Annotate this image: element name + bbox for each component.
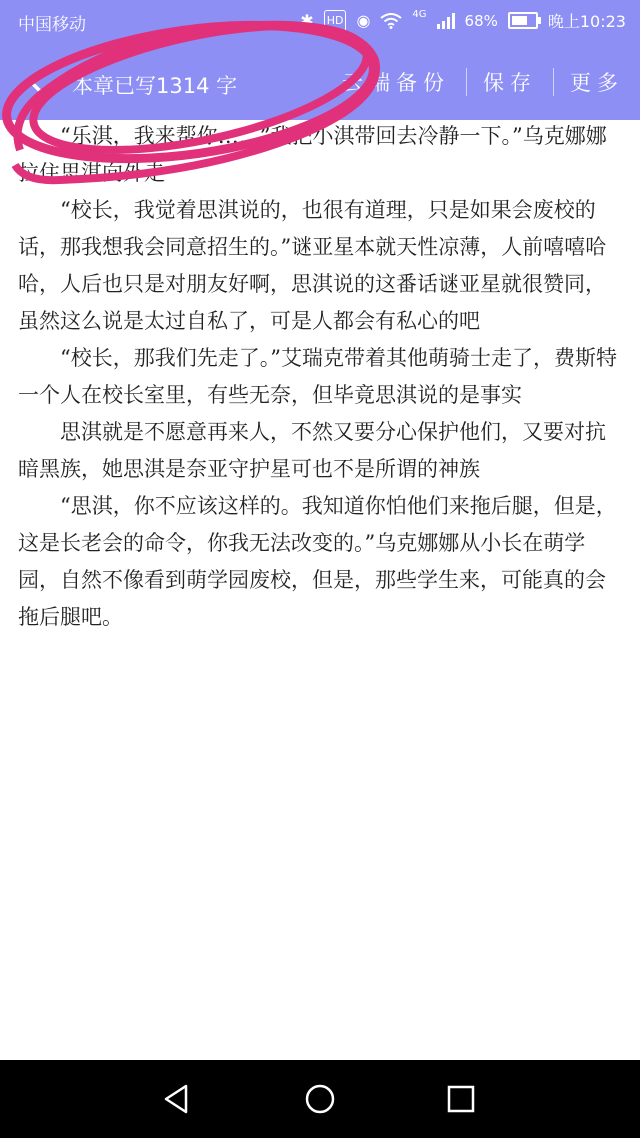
back-button[interactable] [18,62,54,102]
chapter-editor[interactable] [18,118,624,636]
wifi-icon [380,13,402,29]
more-button[interactable]: 更多 [570,71,624,95]
paragraph: “校长，我觉着思淇说的，也很有道理，只是如果会废校的话，那我想我会同意招生的。”谜亚星本就天性凉薄，人前嘻嘻哈哈，人后也只是对朋友好啊，思淇说的这番话谜亚星就很赞同，虽然这么说是太过自私了，可是人都会有私心的吧 [18,198,607,333]
toolbar-actions [326,62,640,102]
cloud-backup-button[interactable]: 云端备份 [342,71,450,95]
system-nav-bar [0,1060,640,1138]
status-bar [0,0,640,44]
battery-percent: 68% [464,11,498,30]
battery-icon [508,12,538,29]
triangle-back-icon[interactable] [160,1082,194,1116]
app-bar [0,44,640,120]
paragraph: “乐淇，我来帮你……”我把小淇带回去冷静一下。”乌克娜娜拉住思淇向外走 [18,124,607,185]
save-button[interactable]: 保存 [483,71,537,95]
paragraph: 思淇就是不愿意再来人，不然又要分心保护他们，又要对抗暗黑族，她思淇是奈亚守护星可也不是所谓的神族 [18,420,606,481]
circle-home-icon[interactable] [303,1082,337,1116]
eye-icon: ◉ [356,10,371,30]
square-recent-icon[interactable] [444,1082,478,1116]
clock: 晚上10:23 [547,12,626,31]
bluetooth-icon: ✱ [300,10,314,30]
paragraph: “思淇，你不应该这样的。我知道你怕他们来拖后腿，但是，这是长老会的命令，你我无法改变的。”乌克娜娜从小长在萌学园，自然不像看到萌学园废校，但是，那些学生来，可能真的会拖后腿吧。 [18,494,617,629]
word-count-title: 本章已写1314 字 [72,74,238,98]
status-icons [300,9,626,32]
signal-type-label: 4G [412,9,427,20]
chevron-left-icon [27,68,45,96]
paragraph: “校长，那我们先走了。”艾瑞克带着其他萌骑士走了，费斯特一个人在校长室里，有些无奈，但毕竟思淇说的是事实 [18,346,617,407]
carrier-label: 中国移动 [18,15,86,35]
signal-icon [437,13,455,29]
hd-icon: HD [324,10,347,32]
